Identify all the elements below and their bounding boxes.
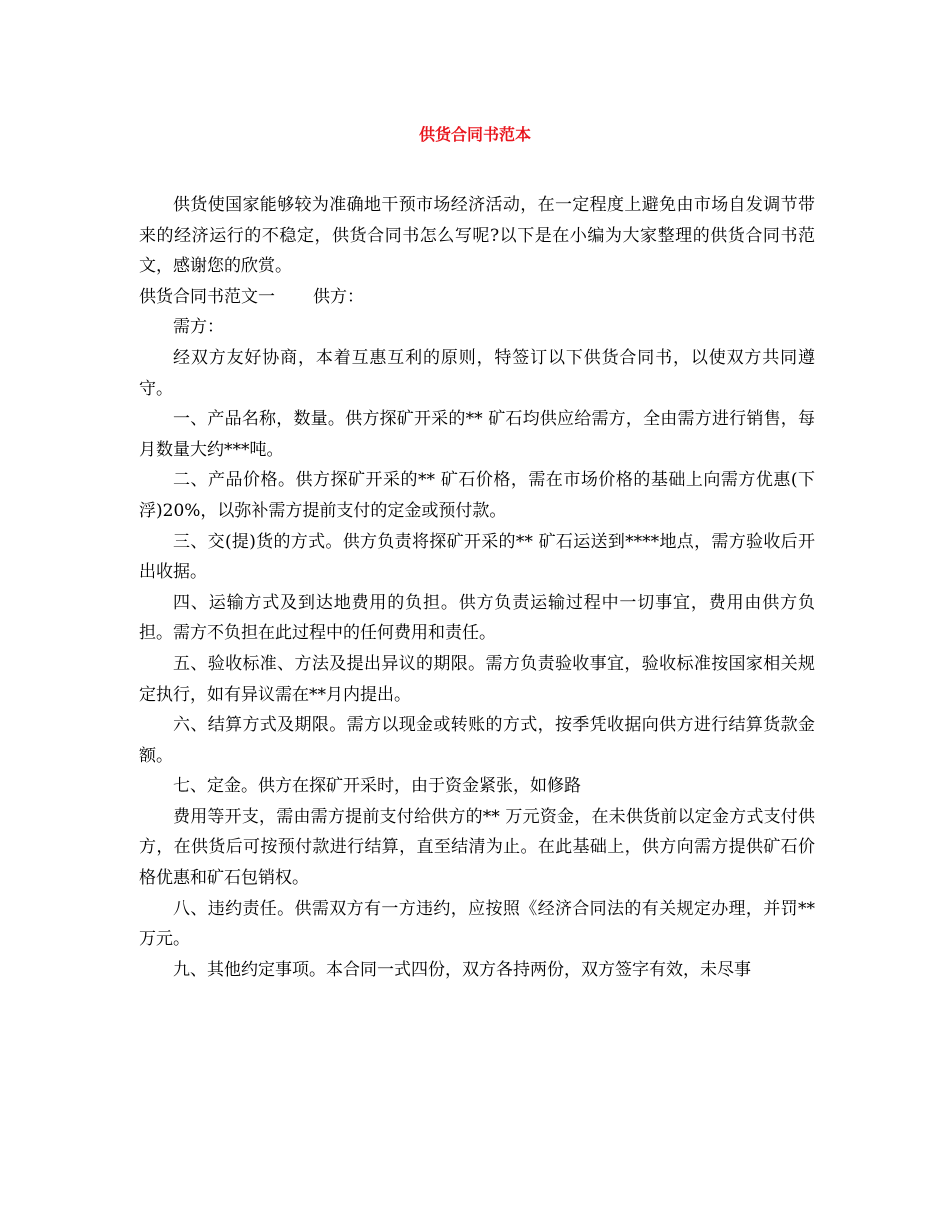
intro-paragraph: 供货使国家能够较为准确地干预市场经济活动，在一定程度上避免由市场自发调节带来的经济运行的不稳定，供货合同书怎么写呢?以下是在小编为大家整理的供货合同书范文，感谢您的欣赏。 bbox=[139, 195, 815, 277]
clause-7: 七、定金。供方在探矿开采时，由于资金紧张，如修路 bbox=[173, 776, 581, 797]
document-title: 供货合同书范本 bbox=[418, 125, 531, 144]
buyer-label: 需方： bbox=[173, 317, 224, 338]
clause-3: 三、交(提)货的方式。供方负责将探矿开采的** 矿石运送到****地点，需方验收后开出收据。 bbox=[139, 531, 815, 583]
clause-5: 五、验收标准、方法及提出异议的期限。需方负责验收事宜，验收标准按国家相关规定执行，如有异议需在**月内提出。 bbox=[139, 653, 815, 705]
clause-6: 六、结算方式及期限。需方以现金或转账的方式，按季凭收据向供方进行结算货款金额。 bbox=[139, 715, 815, 766]
supplier-label: 供方： bbox=[313, 286, 364, 307]
clause-4: 四、运输方式及到达地费用的负担。供方负责运输过程中一切事宜，费用由供方负担。需方不负担在此过程中的任何费用和责任。 bbox=[139, 592, 815, 644]
sample-heading-label: 供货合同书范文一 bbox=[139, 286, 275, 307]
clause-8: 八、违约责任。供需双方有一方违约，应按照《经济合同法的有关规定办理，并罚**万元。 bbox=[139, 898, 815, 950]
document-body bbox=[139, 190, 815, 985]
clause-2: 二、产品价格。供方探矿开采的** 矿石价格，需在市场价格的基础上向需方优惠(下浮)20%，以弥补需方提前支付的定金或预付款。 bbox=[139, 470, 815, 521]
clause-9: 九、其他约定事项。本合同一式四份，双方各持两份，双方签字有效，未尽事 bbox=[173, 959, 751, 980]
preamble-paragraph: 经双方友好协商，本着互惠互利的原则，特签订以下供货合同书，以使双方共同遵守。 bbox=[139, 347, 815, 399]
sample-heading-line bbox=[139, 282, 815, 313]
clause-1: 一、产品名称，数量。供方探矿开采的** 矿石均供应给需方，全由需方进行销售，每月数量大约***吨。 bbox=[139, 409, 815, 460]
clause-7-continued: 费用等开支，需由需方提前支付给供方的** 万元资金，在未供货前以定金方式支付供方，在供货后可按预付款进行结算，直至结清为止。在此基础上，供方向需方提供矿石价格优惠和矿石包销权。 bbox=[139, 806, 815, 889]
